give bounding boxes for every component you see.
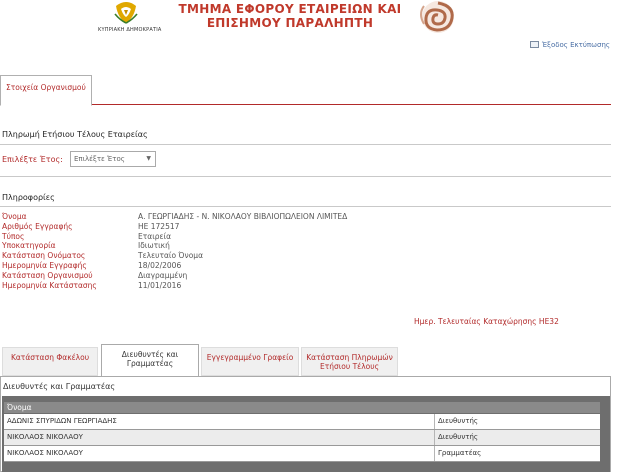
details-tab-bar bbox=[0, 344, 611, 377]
info-row-status-date bbox=[2, 281, 402, 291]
table-row bbox=[4, 430, 600, 446]
info-value: Α. ΓΕΩΡΓΙΑΔΗΣ - Ν. ΝΙΚΟΛΑΟΥ ΒΙΒΛΙΟΠΩΛΕΙΟΝ ΛΙΜΙΤΕΔ bbox=[138, 212, 348, 221]
directors-table-body bbox=[4, 414, 600, 462]
tab-organization-details[interactable]: Στοιχεία Οργανισμού bbox=[0, 75, 92, 106]
title-line-2: ΕΠΙΣΗΜΟΥ ΠΑΡΑΛΗΠΤΗ bbox=[206, 16, 374, 30]
director-role: Διευθυντής bbox=[438, 433, 478, 441]
info-row-type bbox=[2, 232, 402, 242]
company-info-table bbox=[2, 212, 402, 290]
tab-label: Διευθυντές και bbox=[121, 350, 179, 359]
chevron-down-icon: ▼ bbox=[146, 155, 151, 162]
info-value: Εταιρεία bbox=[138, 231, 172, 241]
tab-label: Κατάσταση Φακέλου bbox=[10, 353, 90, 362]
info-key: Κατάσταση Ονόματος bbox=[2, 251, 86, 261]
info-row-registration-number bbox=[2, 222, 402, 232]
tab-annual-fee-payments[interactable] bbox=[301, 347, 398, 376]
tab-label: Γραμματέας bbox=[126, 359, 174, 368]
last-registration-label: Ημερ. Τελευταίας Καταχώρησης ΗΕ32 bbox=[414, 317, 559, 326]
payment-section-title: Πληρωμή Ετήσιου Τέλους Εταιρείας bbox=[2, 130, 148, 139]
info-key: Κατάσταση Οργανισμού bbox=[2, 270, 93, 280]
page-header bbox=[0, 0, 640, 60]
tab-registered-office[interactable] bbox=[201, 347, 299, 376]
info-row-name bbox=[2, 212, 402, 222]
tab-label: Εγγεγραμμένο Γραφείο bbox=[206, 353, 294, 362]
tab-label: Κατάσταση Πληρωμών bbox=[306, 353, 393, 362]
info-value: Διαγραμμένη bbox=[138, 270, 188, 280]
info-key: Ημερομηνία Εγγραφής bbox=[2, 260, 87, 270]
director-name: ΑΔΩΝΙΣ ΣΠΥΡΙΔΩΝ ΓΕΩΡΓΙΑΔΗΣ bbox=[7, 417, 117, 425]
director-role: Διευθυντής bbox=[438, 417, 478, 425]
info-row-registration-date bbox=[2, 261, 402, 271]
info-section-title: Πληροφορίες bbox=[2, 193, 55, 202]
divider bbox=[0, 206, 611, 207]
info-key: Υποκατηγορία bbox=[2, 241, 56, 251]
coat-of-arms-icon bbox=[112, 0, 140, 24]
info-row-name-status bbox=[2, 251, 402, 261]
column-separator bbox=[434, 446, 435, 461]
coat-of-arms-label: ΚΥΠΡΙΑΚΗ ΔΗΜΟΚΡΑΤΙΑ bbox=[98, 27, 162, 33]
directors-section-title: Διευθυντές και Γραμματέας bbox=[3, 382, 116, 391]
director-name: ΝΙΚΟΛΑΟΣ ΝΙΚΟΛΑΟΥ bbox=[7, 433, 83, 441]
info-value: ΗΕ 172517 bbox=[138, 221, 180, 231]
table-row bbox=[4, 446, 600, 462]
divider bbox=[0, 144, 611, 145]
info-value: 18/02/2006 bbox=[138, 260, 182, 270]
divider bbox=[0, 176, 611, 177]
director-name: ΝΙΚΟΛΑΟΣ ΝΙΚΟΛΑΟΥ bbox=[7, 449, 83, 457]
table-row bbox=[4, 414, 600, 430]
print-exit-link[interactable] bbox=[530, 41, 610, 49]
tab-file-status[interactable] bbox=[2, 347, 98, 376]
column-separator bbox=[434, 430, 435, 445]
info-value: Τελευταίο Όνομα bbox=[138, 251, 204, 261]
tab-label: Ετήσιου Τέλους bbox=[319, 362, 379, 371]
year-select[interactable] bbox=[70, 151, 156, 167]
tab-directors-secretary[interactable] bbox=[101, 344, 199, 377]
info-key: Ημερομηνία Κατάστασης bbox=[2, 280, 97, 290]
year-label: Επιλέξτε Έτος: bbox=[2, 155, 63, 164]
directors-panel bbox=[0, 376, 611, 472]
printer-icon bbox=[530, 41, 539, 48]
page-title bbox=[170, 2, 410, 30]
table-header-name: Όνομα bbox=[4, 402, 600, 413]
main-tab-bar bbox=[0, 75, 611, 105]
column-separator bbox=[434, 414, 435, 429]
info-row-organization-status bbox=[2, 271, 402, 281]
title-line-1: ΤΜΗΜΑ ΕΦΟΡΟΥ ΕΤΑΙΡΕΙΩΝ ΚΑΙ bbox=[178, 2, 402, 16]
info-value: Ιδιωτική bbox=[138, 241, 170, 251]
directors-table bbox=[2, 396, 610, 472]
director-role: Γραμματέας bbox=[438, 449, 482, 457]
spiral-logo-icon bbox=[410, 0, 466, 34]
info-key: Όνομα bbox=[2, 212, 27, 221]
info-row-subcategory bbox=[2, 241, 402, 251]
year-select-value: Επιλέξτε Έτος bbox=[74, 155, 125, 163]
print-exit-label: Έξοδος Εκτύπωσης bbox=[541, 41, 610, 49]
info-key: Τύπος bbox=[2, 231, 25, 241]
info-value: 11/01/2016 bbox=[138, 280, 182, 290]
info-key: Αριθμός Εγγραφής bbox=[2, 221, 73, 231]
